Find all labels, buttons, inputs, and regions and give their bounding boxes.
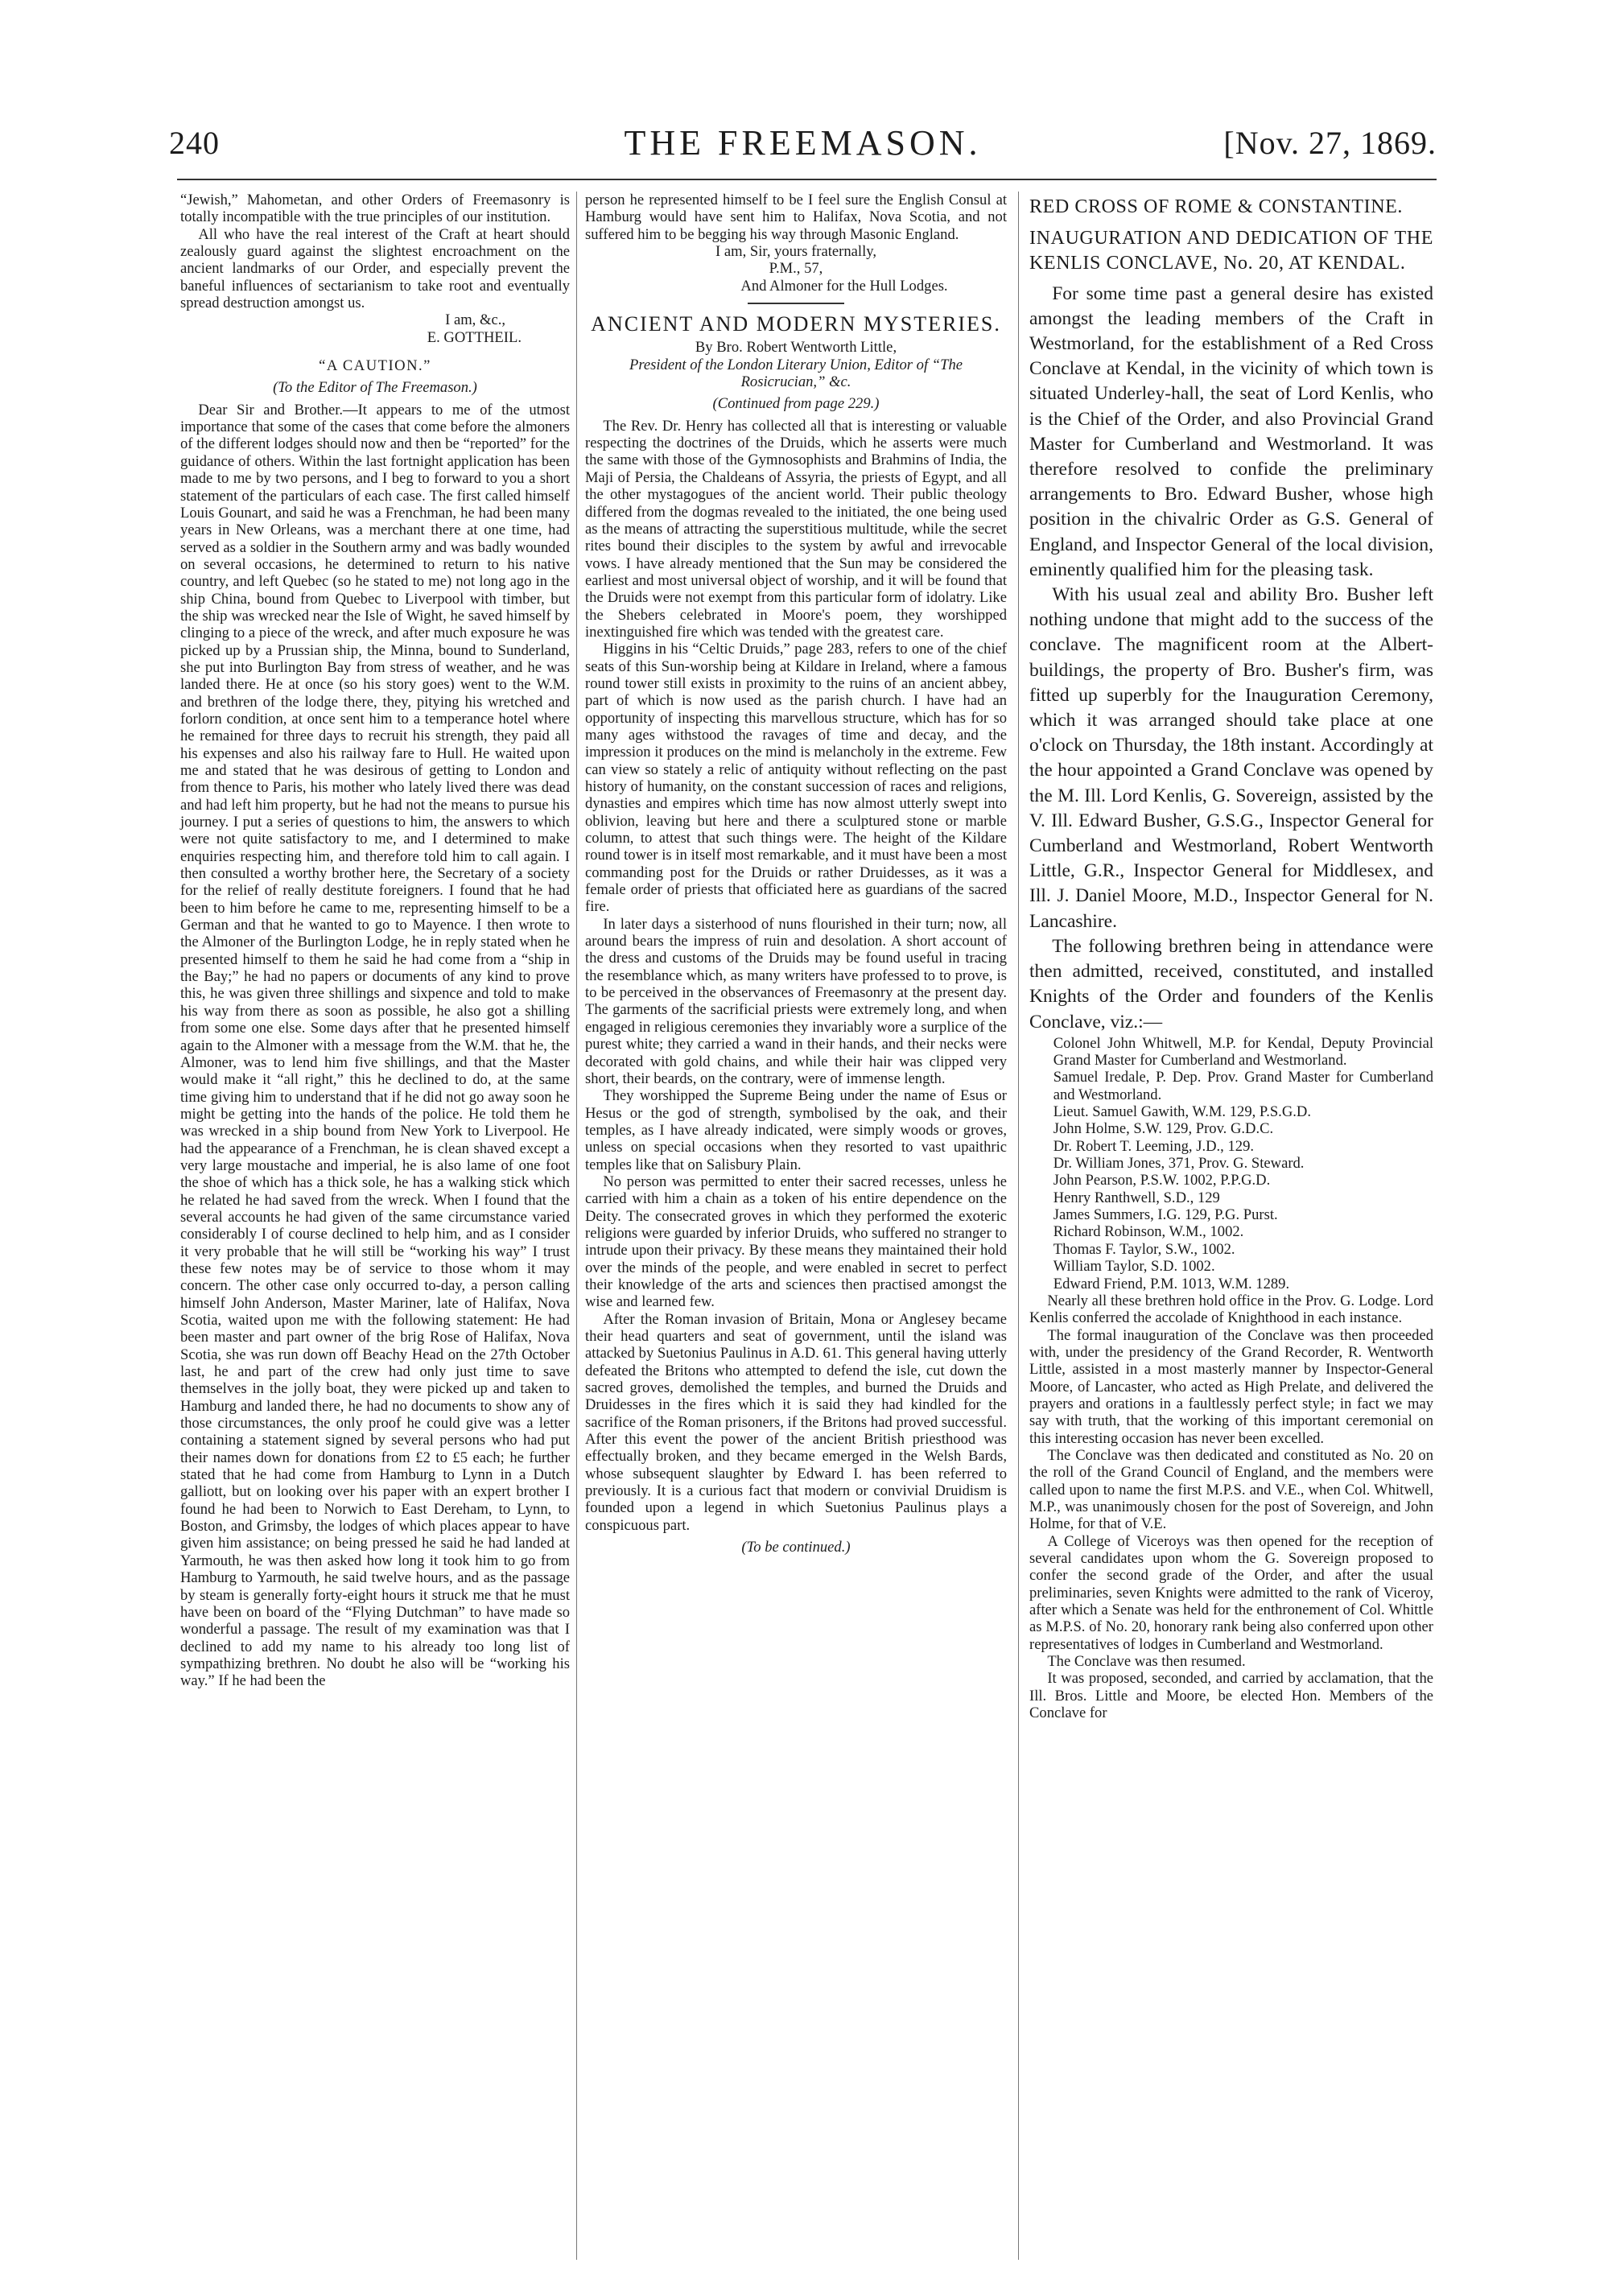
article-paragraph: In later days a sisterhood of nuns flourished in their turn; now, all around bears the impress of ruin and desolation. A short account of the dress and customs of the Druids may be found useful in tracing the resemblance which, as many writers have professed to to prove, is to be perceived in the observances of Freemasonry at the present day. The garments of the sacrificial priests were extremely long, and when engaged in religious ceremonies they invariably wore a surplice of the purest white; they carried a wand in their hands, and their necks were decorated with gold chains, and while their hair was clipped very short, their beards, on the contrary, were of immense length. (585, 915, 1007, 1087)
article-paragraph: The Conclave was then resumed. (1047, 1653, 1246, 1671)
column-1 (180, 192, 570, 1690)
letter-signature: And Almoner for the Hull Lodges. (740, 277, 948, 295)
article-body: Dear Sir and Brother.—It appears to me of the utmost importance that some of the cases that come before the almoners of the different lodges should now and then be “reported” for the guidance of others. Within the last fortnight application has been made to me by two persons, and I beg to forward to you a short statement of the particulars of each case. The first called himself Louis Gounart, and said he was a Frenchman, he had been many years in New Orleans, was a merchant there at one time, had served as a soldier in the Southern army and was badly wounded on several occasions, he determined to return to his native country, and left Quebec (so he stated to me) not long ago in the ship China, bound from Quebec to Liverpool with timber, but the ship was wrecked near the Isle of Wight, he saved himself by clinging to a piece of the wreck, and after much exposure he was picked up by a Prussian ship, the Minna, bound to Sunderland, she put into Burlington Bay from stress of weather, and he was landed there. He at once (so his story goes) went to the W.M. and brethren of the lodge there, they, pitying his wretched and forlorn condition, at once sent him to a temperance hotel where he remained for three days to recruit his strength, they paid all his expenses and also his railway fare to Hull. He waited upon me and stated that he was desirous of getting to London and from thence to Paris, his mother who lately lived there was dead and had left him property, but he had not the means to pursue his journey. I put a series of questions to him, the answers to which were not quite satisfactory to me, and I determined to make enquiries respecting him, and therefore told him to call again. I then consulted a worthy brother here, the Secretary of a society for the relief of really destitute foreigners. I found that he had been to him before he came to me, representing himself to be a German and that he wanted to go to Mayence. I then wrote to the Almoner of the Burlington Lodge, he in reply stated when he presented himself to them he said he had come from a “ship in the Bay;” he had no papers or documents of any kind to prove this, he was given three shillings and sixpence and told to make his way from there as soon as possible, he also got a shilling from some one else. Some days after that he presented himself again to the Almoner with a message from the W.M. that he, the Almoner, was to lend him five shillings, and that the Master would make it “all right,” this he declined to do, at the same time giving him to understand that if he did not go away soon he might be getting into the hands of the police. He told them he was wrecked in a ship bound from New York to Liverpool. He had the appearance of a Frenchman, he is clean shaved except a very large moustache and imperial, he is also lame of one foot the shoe of which has a thick sole, he has a walking stick which he related he had saved from the wreck. When I found that the several accounts he had given of the same circumstance varied considerably I of course declined to help him, and as I consider it very probable that he will still be “working his way” I trust these few notes may be of service to those whom it may concern. The other case only occurred to-day, a person calling himself John Anderson, Master Mariner, late of Halifax, Nova Scotia, waited upon me with the following statement: He had been master and part owner of the brig Rose of Halifax, Nova Scotia, she was run down off Beachy Head on the 27th October last, he and part of the crew had only just time to save themselves in the jolly boat, they were picked up and taken to Hamburg and landed there, he had no documents to show any of those circumstances, the only proof he could give was a letter containing a statement signed by several persons who had put their names down for donations from £2 to £5 each; he further stated that he had come from Hamburg to Lynn in a Dutch galliott, but on looking over his paper with an expert brother I found he had been to Norwich to East Dereham, to Lynn, to Boston, and Grimsby, the lodges of which places appear to have given him assistance; on being pressed he said he had landed at Yarmouth, he was then asked how long it took him to go from Hamburg to Yarmouth, he said twelve hours, and as the passage by steam is generally forty-eight hours it struck me that he must have been on board of the “Flying Dutchman” to have made so wonderful a passage. The result of my examination was that I declined to add my name to his already too long list of sympathizing brethren. No doubt he also will be “working his way.” If he had been the (180, 401, 570, 1690)
list-item: Richard Robinson, W.M., 1002. (1053, 1223, 1244, 1241)
list-item: James Summers, I.G. 129, P.G. Purst. (1053, 1206, 1278, 1224)
newspaper-title: THE FREEMASON. (624, 123, 982, 163)
article-subtitle: (To the Editor of The Freemason.) (273, 379, 477, 397)
article-title: ANCIENT AND MODERN MYSTERIES. (591, 312, 1001, 336)
article-paragraph: A College of Viceroys was then opened for the reception of several candidates upon whom the G. Sovereign proposed to confer the second grade of the Order, and after the usual preliminaries, seven Knights were admitted to the rank of Viceroy, after which a Senate was held for the enthronement of Col. Whittle as M.P.S. of No. 20, honorary rank being also conferred upon other representatives of lodges in Cumberland and Westmorland. (1029, 1532, 1433, 1653)
article-paragraph: Nearly all these brethren hold office in the Prov. G. Lodge. Lord Kenlis conferred the accolade of Knighthood in each instance. (1029, 1292, 1433, 1327)
column-2 (585, 192, 1007, 1556)
to-be-continued: (To be continued.) (741, 1539, 851, 1556)
list-item: Dr. William Jones, 371, Prov. G. Steward. (1053, 1155, 1305, 1173)
masthead-rule (177, 179, 1437, 180)
letter-paragraph: All who have the real interest of the Craft at heart should zealously guard against the slightest encroachment on the ancient landmarks of our Order, and especially prevent the baneful influences of sectarianism to take root and eventually spread destruction amongst us. (180, 225, 570, 312)
article-paragraph: They worshipped the Supreme Being under the name of Esus or Hesus or the god of strength, symbolised by the oak, and their temples, as I have already indicated, were simply woods or groves, unless on special occasions when they resorted to vast upaithric temples like that on Salisbury Plain. (585, 1087, 1007, 1173)
list-item: John Holme, S.W. 129, Prov. G.D.C. (1053, 1120, 1274, 1138)
list-item: Dr. Robert T. Leeming, J.D., 129. (1053, 1137, 1255, 1155)
column-divider (576, 192, 577, 2260)
letter-signoff: I am, Sir, yours fraternally, (715, 243, 876, 261)
article-paragraph: For some time past a general desire has existed amongst the leading members of the Craft in Westmorland, for the establishment of a Red Cross Conclave at Kendal, in the vicinity of which town is situated Underley-hall, the seat of Lord Kenlis, who is the Chief of the Order, and also Provincial Grand Master for Cumberland and Westmorland. It was therefore resolved to confide the preliminary arrangements to Bro. Edward Busher, whose high position in the chivalric Order as G.S. General of England, and Inspector General of the local division, eminently qualified him for the pleasing task. (1029, 282, 1433, 580)
article-author-role: President of the London Literary Union, Editor of “The Rosicrucian,” &c. (629, 356, 963, 391)
article-title: “A CAUTION.” (319, 357, 431, 375)
list-item: Edward Friend, P.M. 1013, W.M. 1289. (1053, 1275, 1290, 1292)
column-3 (1029, 192, 1433, 1721)
article-paragraph: Higgins in his “Celtic Druids,” page 283, refers to one of the chief seats of this Sun-worship being at Kildare in Ireland, where a famous round tower still exists in proximity to the ruins of an ancient abbey, part of which is now used as the parish church. I have had an opportunity of inspecting this marvellous structure, which has for so many ages withstood the ravages of time and decay, and the impression it produces on the mind is melancholy in the extreme. Few can view so stately a relic of antiquity without reflecting on the past history of humanity, on the constant succession of races and religions, dynasties and empires which time has now almost utterly swept into oblivion, leaving but here and there a sculptured stone or marble column, to attest that such things were. The height of the Kildare round tower is in itself most remarkable, and it must have been a most commanding post for the Druids or rather Druidesses, as it was a female order of priests that officiated here as guardians of the sacred fire. (585, 641, 1007, 916)
letter-signoff: I am, &c., (445, 311, 505, 329)
continued-note: (Continued from page 229.) (712, 395, 880, 413)
column-divider (1018, 192, 1019, 2260)
article-paragraph: The following brethren being in attendance were then admitted, received, constituted, and installed Knights of the Order and founders of the Kenlis Conclave, viz.:— (1029, 935, 1433, 1033)
issue-date: [Nov. 27, 1869. (1223, 125, 1437, 161)
article-paragraph: The Rev. Dr. Henry has collected all that is interesting or valuable respecting the doctrines of the Druids, which he asserts were much the same with those of the Gymnosophists and Brahmins of India, the Maji of Persia, the Chaldeans of Assyria, the priests of Egypt, and all the other mystagogues of the ancient world. Their public theology differed from the dogmas revealed to the initiated, the one being used as the means of attracting the superstitious multitude, while the secret rites bound their disciples to the system by awful and irrevocable vows. I have already mentioned that the Sun may be considered the earliest and most universal object of worship, and it will be found that the Druids were not exempt from this particular form of idolatry. Like the Shebers celebrated in Moore's poem, they worshipped inextinguished fire which was tended with the greatest care. (585, 417, 1007, 641)
list-item: Henry Ranthwell, S.D., 129 (1053, 1189, 1220, 1206)
list-item: Colonel John Whitwell, M.P. for Kendal, Deputy Provincial Grand Master for Cumberland and Westmorland. (1053, 1034, 1433, 1070)
article-paragraph: The formal inauguration of the Conclave was then proceeded with, under the presidency of the Grand Recorder, R. Wentworth Little, assisted in a most masterly manner by Inspector-General Moore, of Lancaster, who acted as High Prelate, and delivered the prayers and orations in a faultlessly perfect style; in fact we may say with truth, that the working of this important ceremonial on this interesting occasion has never been excelled. (1029, 1326, 1433, 1447)
page-number: 240 (169, 125, 220, 161)
letter-signature: P.M., 57, (769, 260, 823, 278)
list-item: Samuel Iredale, P. Dep. Prov. Grand Master for Cumberland and Westmorland. (1053, 1069, 1433, 1103)
list-item: John Pearson, P.S.W. 1002, P.P.G.D. (1053, 1172, 1271, 1189)
founders-list (1029, 1035, 1433, 1292)
section-rule (748, 303, 844, 304)
article-paragraph: No person was permitted to enter their sacred recesses, unless he carried with him a chain as a token of his entire dependence on the Deity. The consecrated groves in which they performed the exoteric religions were guarded by inferior Druids, who suffered no stranger to intrude upon their privacy. By these means they maintained their hold over the minds of the people, and were enabled in secret to perfect their knowledge of the arts and sciences then practised amongst the wise and learned few. (585, 1173, 1007, 1311)
article-paragraph: After the Roman invasion of Britain, Mona or Anglesey became their head quarters and seat of government, until the island was attacked by Suetonius Paulinus in A.D. 61. This general having utterly defeated the Britons who attempted to defend the isle, cut down the sacred groves, demolished the temples, and burned the Druids and Druidesses in the fires which it is said they had kindled for the sacrifice of the Roman prisoners, if the Britons had proved successful. After this event the power of the ancient British priesthood was effectually broken, and they became emerged in the Welsh Bards, whose subsequent slaughter by Edward I. has been referred to previously. It is a curious fact that modern or convivial Druidism is founded upon a legend in which Suetonius Paulinus plays a conspicuous part. (585, 1310, 1007, 1534)
letter-paragraph: person he represented himself to be I feel sure the English Consul at Hamburg would have sent him to Halifax, Nova Scotia, and not suffered him to be begging his way through Masonic England. (585, 192, 1007, 243)
letter-signature: E. GOTTHEIL. (427, 328, 522, 346)
letter-paragraph: “Jewish,” Mahometan, and other Orders of Freemasonry is totally incompatible with the true principles of our institution. (180, 192, 570, 226)
list-item: William Taylor, S.D. 1002. (1053, 1258, 1215, 1276)
masthead (169, 119, 1437, 169)
article-byline: By Bro. Robert Wentworth Little, (695, 339, 897, 357)
list-item: Lieut. Samuel Gawith, W.M. 129, P.S.G.D. (1053, 1103, 1311, 1121)
list-item: Thomas F. Taylor, S.W., 1002. (1053, 1240, 1235, 1258)
article-paragraph: With his usual zeal and ability Bro. Busher left nothing undone that might add to the success of the conclave. The magnificent room at the Albert-buildings, the property of Bro. Busher's firm, was fitted up superbly for the Inauguration Ceremony, which it was arranged should take place at one o'clock on Thursday, the 18th instant. Accordingly at the hour appointed a Grand Conclave was opened by the M. Ill. Lord Kenlis, G. Sovereign, assisted by the V. Ill. Edward Busher, G.S.G., Inspector General for Cumberland and Westmorland, Robert Wentworth Little, G.R., Inspector General for Middlesex, and Ill. J. Daniel Moore, M.D., Inspector General for N. Lancashire. (1029, 584, 1433, 932)
article-paragraph: The Conclave was then dedicated and constituted as No. 20 on the roll of the Grand Council of England, and the members were called upon to name the first M.P.S. and V.E., when Col. Whitwell, M.P., was unanimously chosen for the post of Sovereign, and John Holme, for that of V.E. (1029, 1446, 1433, 1533)
article-headline: INAUGURATION AND DEDICATION OF THE KENLIS CONCLAVE, No. 20, AT KENDAL. (1029, 228, 1433, 274)
article-paragraph: It was proposed, seconded, and carried by acclamation, that the Ill. Bros. Little and Moore, be elected Hon. Members of the Conclave for (1029, 1670, 1433, 1722)
section-title: RED CROSS OF ROME & CONSTANTINE. (1029, 196, 1403, 217)
